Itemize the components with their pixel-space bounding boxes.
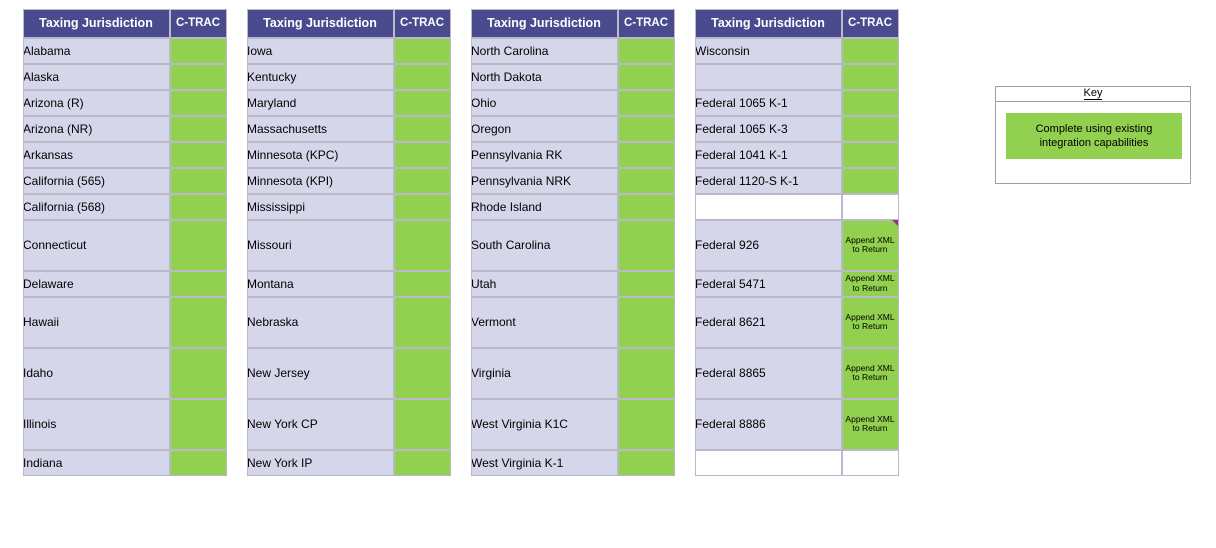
ctrac-status-cell[interactable] bbox=[618, 297, 675, 348]
table-row bbox=[23, 116, 227, 142]
table-row bbox=[695, 64, 899, 90]
ctrac-status-cell[interactable] bbox=[618, 348, 675, 399]
ctrac-status-cell[interactable] bbox=[618, 64, 675, 90]
table-row bbox=[247, 348, 451, 399]
column-header-ctrac: C-TRAC bbox=[170, 9, 227, 38]
jurisdiction-name-cell[interactable]: Pennsylvania NRK bbox=[471, 168, 618, 194]
ctrac-status-cell[interactable] bbox=[842, 194, 899, 220]
ctrac-status-cell[interactable] bbox=[394, 220, 451, 271]
table-row bbox=[23, 90, 227, 116]
ctrac-status-cell[interactable] bbox=[394, 348, 451, 399]
jurisdiction-name-cell[interactable] bbox=[695, 64, 842, 90]
ctrac-status-cell[interactable] bbox=[618, 116, 675, 142]
jurisdiction-name-cell[interactable]: Pennsylvania RK bbox=[471, 142, 618, 168]
jurisdiction-name-cell[interactable]: Federal 8621 bbox=[695, 297, 842, 348]
table-row bbox=[247, 450, 451, 476]
ctrac-status-cell[interactable] bbox=[394, 450, 451, 476]
jurisdiction-name-cell[interactable]: Rhode Island bbox=[471, 194, 618, 220]
jurisdiction-name-cell[interactable]: Federal 1065 K-3 bbox=[695, 116, 842, 142]
jurisdiction-name-cell[interactable]: Massachusetts bbox=[247, 116, 394, 142]
table-row bbox=[247, 399, 451, 450]
column-header-jurisdiction: Taxing Jurisdiction bbox=[695, 9, 842, 38]
ctrac-status-cell[interactable] bbox=[842, 38, 899, 64]
jurisdiction-tables bbox=[22, 8, 899, 476]
table-row bbox=[471, 450, 675, 476]
jurisdiction-name-cell[interactable]: Idaho bbox=[23, 348, 170, 399]
jurisdiction-name-cell[interactable]: Indiana bbox=[23, 450, 170, 476]
jurisdiction-name-cell[interactable]: Connecticut bbox=[23, 220, 170, 271]
ctrac-status-cell[interactable] bbox=[394, 90, 451, 116]
jurisdiction-name-cell[interactable]: New York IP bbox=[247, 450, 394, 476]
table-row bbox=[471, 399, 675, 450]
jurisdiction-name-cell[interactable]: Minnesota (KPC) bbox=[247, 142, 394, 168]
jurisdiction-name-cell[interactable]: California (565) bbox=[23, 168, 170, 194]
jurisdiction-name-cell[interactable]: Ohio bbox=[471, 90, 618, 116]
jurisdiction-name-cell[interactable]: South Carolina bbox=[471, 220, 618, 271]
table-row bbox=[695, 168, 899, 194]
table-row bbox=[247, 168, 451, 194]
table-header-row bbox=[471, 9, 675, 38]
table-row bbox=[695, 399, 899, 450]
table-row bbox=[471, 64, 675, 90]
table-row bbox=[247, 142, 451, 168]
table-row bbox=[471, 116, 675, 142]
jurisdiction-name-cell[interactable]: Missouri bbox=[247, 220, 394, 271]
ctrac-status-cell[interactable] bbox=[394, 142, 451, 168]
ctrac-status-cell[interactable] bbox=[618, 194, 675, 220]
table-row bbox=[695, 116, 899, 142]
jurisdiction-name-cell[interactable]: Federal 926 bbox=[695, 220, 842, 271]
jurisdiction-name-cell[interactable]: Federal 8886 bbox=[695, 399, 842, 450]
table-row bbox=[247, 271, 451, 297]
jurisdiction-name-cell[interactable]: Federal 1041 K-1 bbox=[695, 142, 842, 168]
jurisdiction-name-cell[interactable] bbox=[695, 194, 842, 220]
table-row bbox=[471, 194, 675, 220]
table-row bbox=[695, 450, 899, 476]
table-body bbox=[247, 38, 451, 476]
jurisdiction-name-cell[interactable]: Nebraska bbox=[247, 297, 394, 348]
ctrac-status-cell[interactable] bbox=[842, 116, 899, 142]
table-row bbox=[23, 220, 227, 271]
jurisdiction-name-cell[interactable]: Delaware bbox=[23, 271, 170, 297]
ctrac-status-cell[interactable] bbox=[170, 450, 227, 476]
table-header-row bbox=[247, 9, 451, 38]
jurisdiction-name-cell[interactable]: Arkansas bbox=[23, 142, 170, 168]
table-row bbox=[23, 348, 227, 399]
ctrac-status-cell[interactable] bbox=[394, 64, 451, 90]
table-body bbox=[471, 38, 675, 476]
table-row bbox=[695, 271, 899, 297]
jurisdiction-table-4 bbox=[694, 8, 899, 476]
table-row bbox=[23, 168, 227, 194]
jurisdiction-name-cell[interactable]: Vermont bbox=[471, 297, 618, 348]
table-row bbox=[23, 399, 227, 450]
column-header-ctrac: C-TRAC bbox=[842, 9, 899, 38]
ctrac-status-cell[interactable] bbox=[842, 64, 899, 90]
ctrac-status-cell[interactable] bbox=[394, 194, 451, 220]
jurisdiction-name-cell[interactable]: California (568) bbox=[23, 194, 170, 220]
jurisdiction-name-cell[interactable]: Iowa bbox=[247, 38, 394, 64]
ctrac-status-cell[interactable] bbox=[394, 271, 451, 297]
table-row bbox=[247, 297, 451, 348]
ctrac-status-cell[interactable]: Append XML to Return bbox=[842, 297, 899, 348]
table-row bbox=[695, 194, 899, 220]
table-row bbox=[471, 220, 675, 271]
table-row bbox=[471, 90, 675, 116]
table-row bbox=[471, 142, 675, 168]
jurisdiction-name-cell[interactable]: Federal 5471 bbox=[695, 271, 842, 297]
jurisdiction-table-3 bbox=[470, 8, 675, 476]
table-body bbox=[695, 38, 899, 476]
ctrac-status-cell[interactable]: Append XML to Return bbox=[842, 271, 899, 297]
comment-flag-icon bbox=[892, 220, 898, 226]
table-row bbox=[23, 64, 227, 90]
table-row bbox=[471, 271, 675, 297]
ctrac-status-cell[interactable] bbox=[170, 297, 227, 348]
column-header-jurisdiction: Taxing Jurisdiction bbox=[247, 9, 394, 38]
ctrac-status-cell[interactable] bbox=[842, 450, 899, 476]
table-row bbox=[471, 297, 675, 348]
jurisdiction-name-cell[interactable]: Hawaii bbox=[23, 297, 170, 348]
jurisdiction-table-2 bbox=[246, 8, 451, 476]
table-row bbox=[695, 38, 899, 64]
jurisdiction-name-cell[interactable]: North Carolina bbox=[471, 38, 618, 64]
table-body bbox=[23, 38, 227, 476]
ctrac-status-cell[interactable] bbox=[618, 450, 675, 476]
ctrac-status-cell[interactable] bbox=[170, 142, 227, 168]
table-row bbox=[247, 90, 451, 116]
jurisdiction-name-cell[interactable]: Alaska bbox=[23, 64, 170, 90]
key-title bbox=[996, 87, 1190, 102]
jurisdiction-name-cell[interactable]: Minnesota (KPI) bbox=[247, 168, 394, 194]
table-row bbox=[695, 90, 899, 116]
table-row bbox=[23, 194, 227, 220]
ctrac-status-cell[interactable] bbox=[170, 64, 227, 90]
table-row bbox=[695, 348, 899, 399]
jurisdiction-name-cell[interactable]: New Jersey bbox=[247, 348, 394, 399]
ctrac-status-cell[interactable] bbox=[170, 399, 227, 450]
table-row bbox=[23, 450, 227, 476]
jurisdiction-name-cell[interactable]: Federal 8865 bbox=[695, 348, 842, 399]
ctrac-status-cell[interactable] bbox=[170, 38, 227, 64]
jurisdiction-name-cell[interactable]: New York CP bbox=[247, 399, 394, 450]
ctrac-status-cell[interactable] bbox=[170, 220, 227, 271]
table-row bbox=[471, 38, 675, 64]
table-row bbox=[23, 297, 227, 348]
table-row bbox=[247, 116, 451, 142]
ctrac-status-cell[interactable] bbox=[394, 168, 451, 194]
ctrac-status-cell[interactable] bbox=[618, 399, 675, 450]
jurisdiction-name-cell[interactable]: Wisconsin bbox=[695, 38, 842, 64]
jurisdiction-name-cell[interactable]: Utah bbox=[471, 271, 618, 297]
ctrac-status-cell[interactable] bbox=[842, 142, 899, 168]
ctrac-status-cell[interactable] bbox=[618, 38, 675, 64]
jurisdiction-name-cell[interactable]: Arizona (R) bbox=[23, 90, 170, 116]
jurisdiction-name-cell[interactable]: Federal 1065 K-1 bbox=[695, 90, 842, 116]
jurisdiction-name-cell[interactable]: West Virginia K-1 bbox=[471, 450, 618, 476]
key-swatch-complete: Complete using existing integration capabilities bbox=[1006, 113, 1182, 159]
ctrac-status-cell[interactable] bbox=[170, 271, 227, 297]
column-header-jurisdiction: Taxing Jurisdiction bbox=[471, 9, 618, 38]
ctrac-status-cell[interactable]: Append XML to Return bbox=[842, 399, 899, 450]
key-title-text: Key bbox=[1083, 87, 1103, 99]
table-header-row bbox=[23, 9, 227, 38]
ctrac-status-cell[interactable] bbox=[618, 90, 675, 116]
jurisdiction-name-cell[interactable]: Mississippi bbox=[247, 194, 394, 220]
ctrac-status-cell[interactable] bbox=[394, 116, 451, 142]
ctrac-status-cell[interactable] bbox=[842, 168, 899, 194]
column-header-ctrac: C-TRAC bbox=[394, 9, 451, 38]
ctrac-status-cell[interactable] bbox=[394, 297, 451, 348]
table-row bbox=[247, 64, 451, 90]
jurisdiction-name-cell[interactable]: Oregon bbox=[471, 116, 618, 142]
table-row bbox=[695, 297, 899, 348]
ctrac-status-cell[interactable]: Append XML to Return bbox=[842, 348, 899, 399]
table-row bbox=[23, 271, 227, 297]
ctrac-status-cell[interactable] bbox=[394, 399, 451, 450]
ctrac-status-cell[interactable] bbox=[170, 116, 227, 142]
ctrac-status-cell[interactable] bbox=[394, 38, 451, 64]
table-row bbox=[23, 38, 227, 64]
ctrac-status-cell[interactable] bbox=[842, 90, 899, 116]
table-row bbox=[471, 348, 675, 399]
jurisdiction-name-cell[interactable] bbox=[695, 450, 842, 476]
jurisdiction-name-cell[interactable]: Illinois bbox=[23, 399, 170, 450]
column-header-ctrac: C-TRAC bbox=[618, 9, 675, 38]
jurisdiction-name-cell[interactable]: North Dakota bbox=[471, 64, 618, 90]
jurisdiction-name-cell[interactable]: Arizona (NR) bbox=[23, 116, 170, 142]
jurisdiction-name-cell[interactable]: Maryland bbox=[247, 90, 394, 116]
jurisdiction-name-cell[interactable]: Kentucky bbox=[247, 64, 394, 90]
key-legend bbox=[995, 86, 1191, 184]
jurisdiction-name-cell[interactable]: Alabama bbox=[23, 38, 170, 64]
table-row bbox=[695, 142, 899, 168]
ctrac-status-cell[interactable] bbox=[618, 142, 675, 168]
table-row bbox=[247, 194, 451, 220]
ctrac-status-cell[interactable] bbox=[618, 168, 675, 194]
jurisdiction-name-cell[interactable]: Federal 1120-S K-1 bbox=[695, 168, 842, 194]
ctrac-status-cell[interactable] bbox=[618, 220, 675, 271]
ctrac-status-cell[interactable] bbox=[170, 194, 227, 220]
jurisdiction-name-cell[interactable]: Montana bbox=[247, 271, 394, 297]
table-row bbox=[695, 220, 899, 271]
table-header-row bbox=[695, 9, 899, 38]
table-row bbox=[23, 142, 227, 168]
table-row bbox=[247, 220, 451, 271]
ctrac-status-cell[interactable] bbox=[170, 168, 227, 194]
jurisdiction-name-cell[interactable]: Virginia bbox=[471, 348, 618, 399]
jurisdiction-name-cell[interactable]: West Virginia K1C bbox=[471, 399, 618, 450]
ctrac-status-cell[interactable] bbox=[170, 90, 227, 116]
ctrac-status-cell[interactable] bbox=[170, 348, 227, 399]
table-row bbox=[247, 38, 451, 64]
column-header-jurisdiction: Taxing Jurisdiction bbox=[23, 9, 170, 38]
ctrac-status-cell[interactable] bbox=[618, 271, 675, 297]
table-row bbox=[471, 168, 675, 194]
ctrac-status-cell[interactable]: Append XML to Return bbox=[842, 220, 899, 271]
jurisdiction-table-1 bbox=[22, 8, 227, 476]
